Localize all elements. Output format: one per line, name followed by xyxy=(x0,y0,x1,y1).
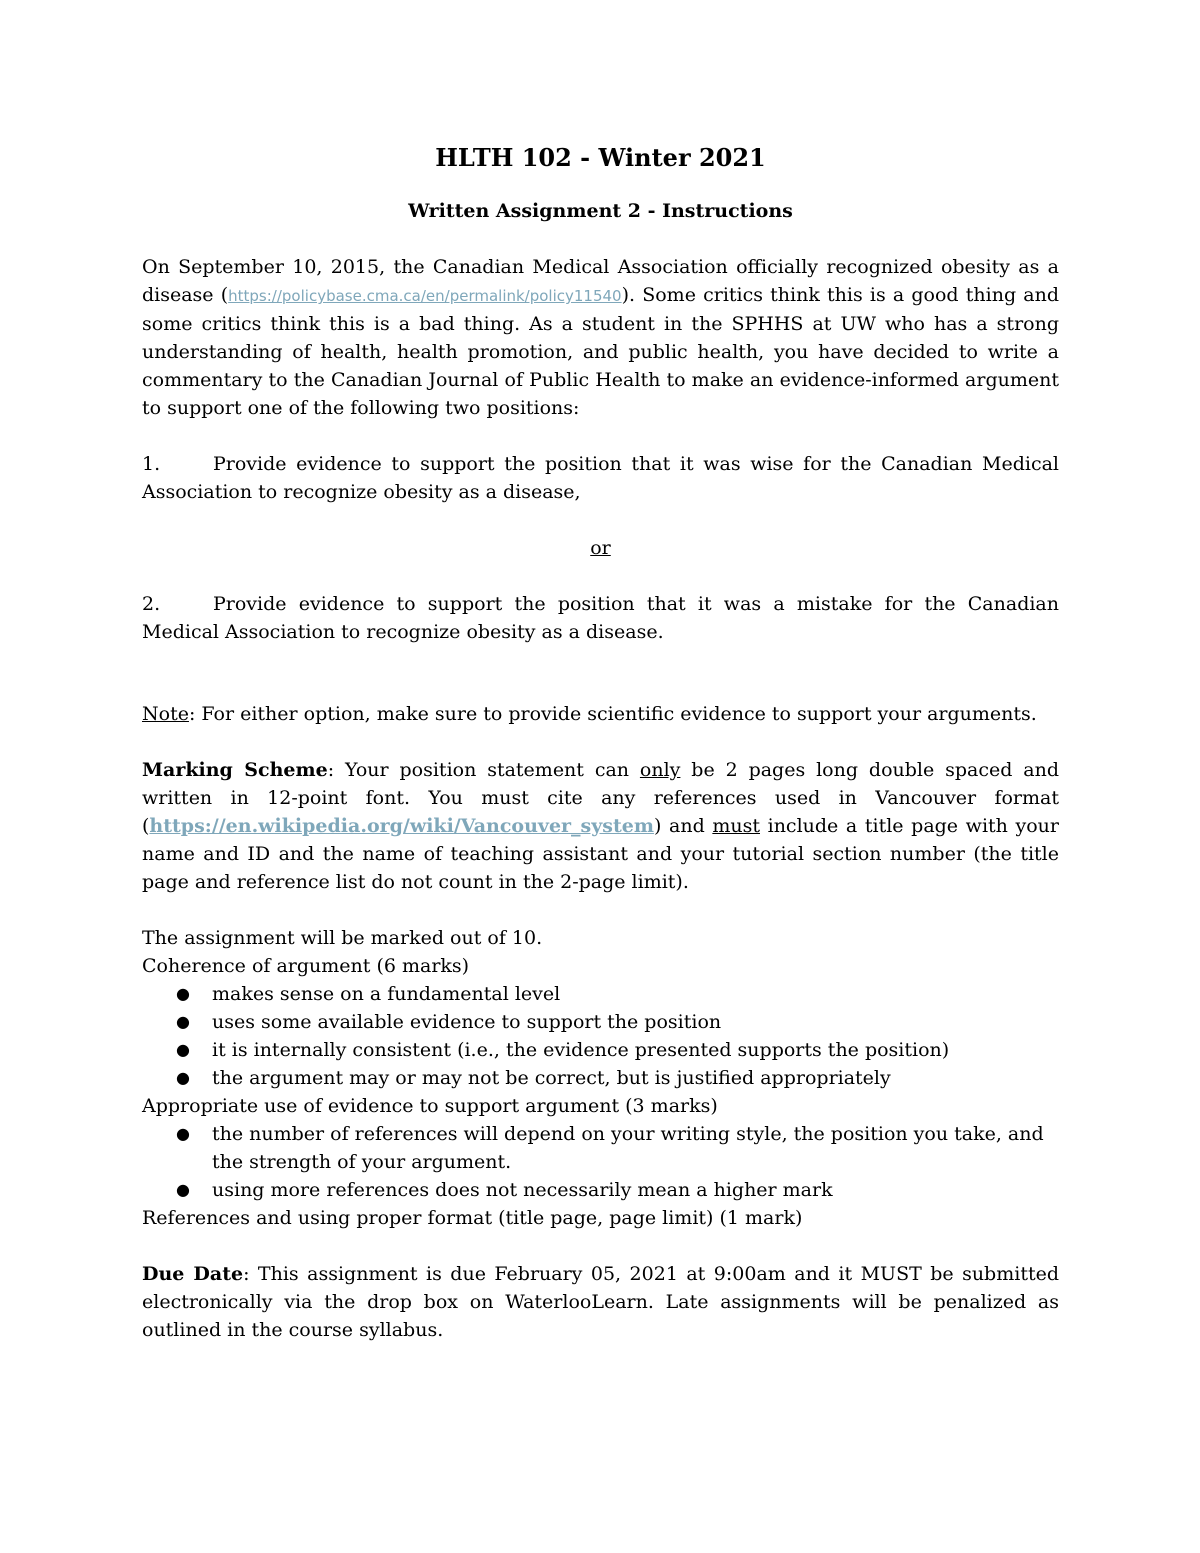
list-item xyxy=(176,980,1059,1008)
intro-paragraph xyxy=(142,253,1059,422)
intro-text-end: ). Some critics think this is a good thing and some critics think this is a bad thing. As a student in the SPHHS at UW who has a strong understanding of health, health promotion, and public health, you have decided to write a commentary to the Canadian Journal of Public Health to make an evidence-informed argument to support one of the following two positions: xyxy=(142,284,1059,419)
list-item-text: the argument may or may not be correct, but is justified appropriately xyxy=(212,1067,891,1089)
list-item-text: uses some available evidence to support the position xyxy=(212,1011,722,1033)
evidence-list xyxy=(142,1120,1059,1204)
bullet-icon: ● xyxy=(176,1012,190,1031)
due-date-label: Due Date xyxy=(142,1263,244,1285)
list-item-text: makes sense on a fundamental level xyxy=(212,983,561,1005)
list-item xyxy=(176,1036,1059,1064)
or-separator xyxy=(142,534,1059,562)
option-2 xyxy=(142,590,1059,646)
note-paragraph xyxy=(142,700,1059,728)
bullet-icon: ● xyxy=(176,984,190,1003)
bullet-icon: ● xyxy=(176,1068,190,1087)
due-date-paragraph xyxy=(142,1260,1059,1344)
coherence-list xyxy=(142,980,1059,1092)
list-item-text: using more references does not necessarily mean a higher mark xyxy=(212,1179,833,1201)
vancouver-link[interactable]: https://en.wikipedia.org/wiki/Vancouver_system xyxy=(149,815,654,837)
marking-text-2: be 2 pages long double spaced and written in 12-point font. You must cite any references used in Vancouver format ( xyxy=(142,759,1060,837)
page-title: HLTH 102 - Winter 2021 xyxy=(435,143,766,172)
page-subtitle: Written Assignment 2 - Instructions xyxy=(408,200,793,222)
rubric-total: The assignment will be marked out of 10. xyxy=(142,927,543,949)
list-item xyxy=(176,1120,1059,1176)
list-item-text: the number of references will depend on your writing style, the position you take, and the strength of your argument. xyxy=(212,1123,1044,1173)
list-item xyxy=(176,1064,1059,1092)
marking-text-4: include a title page with your name and ID and the name of teaching assistant and your tutorial section number (the title page and reference list do not count in the 2-page limit). xyxy=(142,815,1060,893)
option-1-text: Provide evidence to support the position that it was wise for the Canadian Medical Association to recognize obesity as a disease, xyxy=(142,453,1059,503)
marking-scheme-paragraph xyxy=(142,756,1059,896)
list-item xyxy=(176,1008,1059,1036)
option-1 xyxy=(142,450,1059,506)
cma-policy-link[interactable]: https://policybase.cma.ca/en/permalink/policy11540 xyxy=(228,287,622,305)
intro-text-start: On September 10, 2015, the Canadian Medical Association officially recognized obesity as a disease ( xyxy=(142,256,1059,306)
note-text: : For either option, make sure to provide scientific evidence to support your arguments. xyxy=(188,703,1037,725)
coherence-heading: Coherence of argument (6 marks) xyxy=(142,955,470,977)
list-item xyxy=(176,1176,1059,1204)
due-date-text: : This assignment is due February 05, 2021 at 9:00am and it MUST be submitted electronically via the drop box on WaterlooLearn. Late assignments will be penalized as outlined in the course syllabus. xyxy=(142,1263,1059,1341)
bullet-icon: ● xyxy=(176,1124,190,1143)
list-item-text: it is internally consistent (i.e., the evidence presented supports the position) xyxy=(212,1039,950,1061)
bullet-icon: ● xyxy=(176,1180,190,1199)
or-label: or xyxy=(590,537,611,559)
marking-must: must xyxy=(712,815,760,837)
option-2-number: 2. xyxy=(142,593,161,615)
note-label: Note xyxy=(142,703,189,725)
marking-scheme-label: Marking Scheme xyxy=(142,759,328,781)
references-heading: References and using proper format (title page, page limit) (1 mark) xyxy=(142,1207,803,1229)
evidence-heading: Appropriate use of evidence to support argument (3 marks) xyxy=(142,1095,718,1117)
marking-text-1: : Your position statement can xyxy=(327,759,640,781)
option-2-text: Provide evidence to support the position that it was a mistake for the Canadian Medical Association to recognize obesity as a disease. xyxy=(142,593,1059,643)
marking-only: only xyxy=(639,759,681,781)
marking-text-3: ) and xyxy=(653,815,713,837)
bullet-icon: ● xyxy=(176,1040,190,1059)
option-1-number: 1. xyxy=(142,453,161,475)
